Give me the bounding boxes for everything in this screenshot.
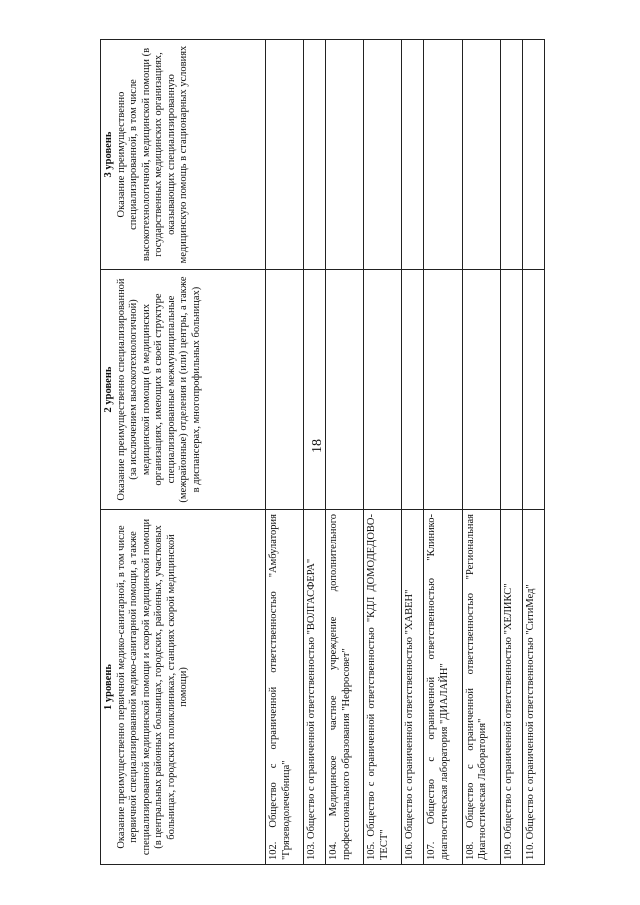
header-level-1-title: 1 уровень [103,664,114,710]
empty-cell [304,40,326,270]
empty-cell [424,40,462,270]
org-cell: 105. Общество с ограниченной ответственностью "КДЛ ДОМОДЕДОВО-ТЕСТ" [364,510,402,865]
empty-cell [304,270,326,510]
table-row [462,40,500,865]
header-level-3-title: 3 уровень [103,131,114,178]
empty-cell [402,270,424,510]
header-level-1-desc: Оказание преимущественно первичной медико-санитарной, в том числе первичной специализированной медико-санитарной помощи, а также специализированной медицинской помощи и скорой медицинской помощи (в центральных районных больницах, городских, районных, участковых больницах, городских поликлиниках, станциях скорой медицинской помощи) [115,518,189,856]
header-level-3-desc: Оказание преимущественно специализированной, в том числе высокотехнологичной, медицинской помощи (в государственных медицинских организациях, оказывающих специализированную медицинскую помощь в стационарных условиях [115,45,189,264]
empty-cell [500,40,522,270]
header-level-1 [101,510,266,865]
org-cell: 102. Общество с ограниченной ответственностью "Амбулатория "Грязеводолечебница" [266,510,304,865]
header-level-2-desc: Оказание преимущественно специализированной (за исключением высокотехнологичной) медицинской помощи (в медицинских организациях, имеющих в своей структуре специализированные межмуниципальные (межрайонные) отделения и (или) центры, а также в диспансерах, многопрофильных больницах) [115,276,202,503]
header-level-2 [101,270,266,510]
table-row [304,40,326,865]
page-number: 18 [310,439,325,453]
rotated-table-container [100,40,545,865]
org-cell: 108. Общество с ограниченной ответственностью "Региональная Диагностическая Лаборатория" [462,510,500,865]
table-row [266,40,304,865]
table-row [522,40,544,865]
table-row [402,40,424,865]
empty-cell [266,270,304,510]
empty-cell [402,40,424,270]
empty-cell [266,40,304,270]
empty-cell [500,270,522,510]
table-row [364,40,402,865]
org-cell: 107. Общество с ограниченной ответственностью "Клинико-диагностическая лаборатория "ДИАЛАЙН" [424,510,462,865]
header-row [101,40,266,865]
header-level-3 [101,40,266,270]
empty-cell [364,270,402,510]
empty-cell [364,40,402,270]
empty-cell [522,40,544,270]
empty-cell [326,270,364,510]
empty-cell [424,270,462,510]
empty-cell [522,270,544,510]
header-level-2-title: 2 уровень [103,366,114,413]
empty-cell [326,40,364,270]
empty-cell [462,270,500,510]
org-cell: 104. Медицинское частное учреждение дополнительного профессионального образования "Нефросовет" [326,510,364,865]
table-row [326,40,364,865]
org-cell: 106. Общество с ограниченной ответственностью "ХАВЕН" [402,510,424,865]
org-cell: 110. Общество с ограниченной ответственностью "СитиМед" [522,510,544,865]
levels-table [100,39,545,865]
table-row [500,40,522,865]
empty-cell [462,40,500,270]
table-row [424,40,462,865]
org-cell: 109. Общество с ограниченной ответственностью "ХЕЛИКС" [500,510,522,865]
org-cell: 103. Общество с ограниченной ответственностью "ВОЛГАСФЕРА" [304,510,326,865]
